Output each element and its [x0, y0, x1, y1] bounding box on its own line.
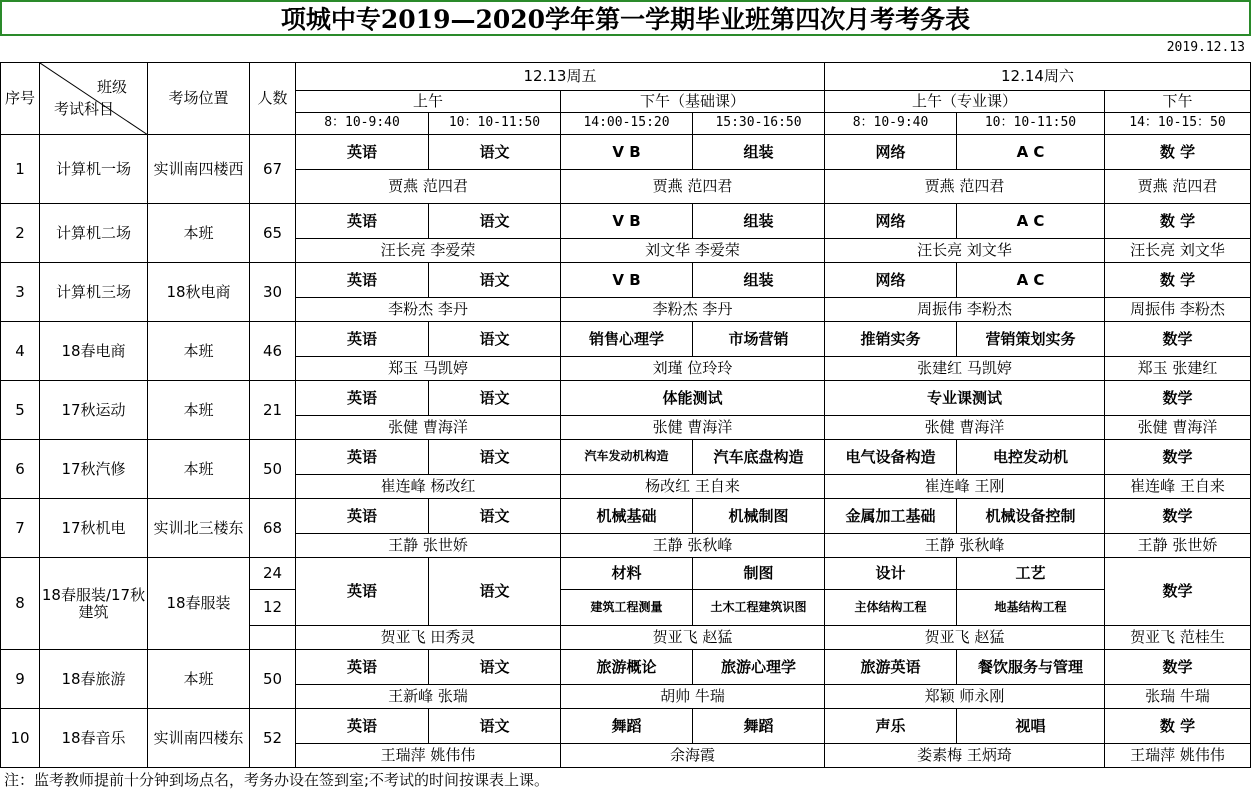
subject-cell: 英语	[296, 650, 429, 685]
subject-cell: 专业课测试	[825, 381, 1105, 416]
proctor-cell: 崔连峰 王自来	[1105, 475, 1251, 499]
row-location: 18秋电商	[148, 263, 250, 322]
proctor-cell: 贾燕 范四君	[1105, 170, 1251, 204]
proctor-cell: 郑玉 马凯婷	[296, 357, 561, 381]
proctor-cell: 张健 曹海洋	[1105, 416, 1251, 440]
footer-note: 注：监考教师提前十分钟到场点名，考务办设在签到室;不考试的时间按课表上课。	[4, 771, 550, 789]
row-count: 52	[250, 709, 296, 768]
row-count-a: 24	[250, 558, 296, 590]
row-location: 实训南四楼西	[148, 135, 250, 204]
subject-cell: 网络	[825, 204, 957, 239]
subject-cell: 英语	[296, 381, 429, 416]
proctor-cell: 郑玉 张建红	[1105, 357, 1251, 381]
row-class: 18春音乐	[40, 709, 148, 768]
subject-cell: 制图	[693, 558, 825, 590]
subject-cell: 餐饮服务与管理	[957, 650, 1105, 685]
subject-cell: 数学	[1105, 381, 1251, 416]
diagonal-line	[40, 63, 148, 135]
proctor-cell: 周振伟 李粉杰	[1105, 298, 1251, 322]
subject-cell: 语文	[429, 709, 561, 744]
subject-cell: 金属加工基础	[825, 499, 957, 534]
subject-cell: 英语	[296, 440, 429, 475]
subject-cell: 数学	[1105, 440, 1251, 475]
subject-cell: 网络	[825, 263, 957, 298]
subject-cell: 工艺	[957, 558, 1105, 590]
proctor-cell: 贺亚飞 赵猛	[561, 626, 825, 650]
proctor-cell: 崔连峰 王刚	[825, 475, 1105, 499]
subject-cell: 英语	[296, 499, 429, 534]
proctor-cell: 王静 张世娇	[1105, 534, 1251, 558]
row-class: 18春服装/17秋建筑	[40, 558, 148, 650]
proctor-cell: 王静 张秋峰	[825, 534, 1105, 558]
row-count: 30	[250, 263, 296, 322]
row-count: 65	[250, 204, 296, 263]
proctor-cell: 贺亚飞 田秀灵	[296, 626, 561, 650]
subject-cell: V B	[561, 263, 693, 298]
header-day2: 12.14周六	[825, 63, 1251, 91]
row-class: 18春电商	[40, 322, 148, 381]
row-seq: 3	[1, 263, 40, 322]
row-class: 17秋运动	[40, 381, 148, 440]
subject-cell: 主体结构工程	[825, 590, 957, 626]
row-location: 本班	[148, 204, 250, 263]
row-location: 本班	[148, 381, 250, 440]
proctor-cell: 余海霞	[561, 744, 825, 768]
subject-cell: 机械基础	[561, 499, 693, 534]
time-slot: 14:00-15:20	[561, 113, 693, 135]
subject-cell: 语文	[429, 135, 561, 170]
row-count: 21	[250, 381, 296, 440]
subject-cell: V B	[561, 135, 693, 170]
proctor-cell: 刘文华 李爱荣	[561, 239, 825, 263]
row-seq: 6	[1, 440, 40, 499]
header-subject: 考试科目	[54, 100, 115, 118]
subject-cell: 数 学	[1105, 709, 1251, 744]
row-class: 计算机一场	[40, 135, 148, 204]
row-class: 17秋机电	[40, 499, 148, 558]
row-class: 18春旅游	[40, 650, 148, 709]
proctor-cell: 娄素梅 王炳琦	[825, 744, 1105, 768]
proctor-cell: 贾燕 范四君	[296, 170, 561, 204]
subject-cell: 数学	[1105, 558, 1251, 626]
proctor-cell: 贾燕 范四君	[825, 170, 1105, 204]
row-seq: 4	[1, 322, 40, 381]
proctor-cell: 张建红 马凯婷	[825, 357, 1105, 381]
subject-cell: 英语	[296, 558, 429, 626]
header-day1: 12.13周五	[296, 63, 825, 91]
header-d1-am: 上午	[296, 91, 561, 113]
subject-cell: 声乐	[825, 709, 957, 744]
row-class: 计算机三场	[40, 263, 148, 322]
time-slot: 10：10-11:50	[429, 113, 561, 135]
row-class: 计算机二场	[40, 204, 148, 263]
subject-cell: 机械设备控制	[957, 499, 1105, 534]
proctor-cell: 李粉杰 李丹	[296, 298, 561, 322]
row-location: 18春服装	[148, 558, 250, 650]
empty-cell	[250, 626, 296, 650]
header-d2-pm: 下午	[1105, 91, 1251, 113]
proctor-cell: 汪长亮 刘文华	[1105, 239, 1251, 263]
time-slot: 14：10-15：50	[1105, 113, 1251, 135]
subject-cell: 电气设备构造	[825, 440, 957, 475]
row-seq: 9	[1, 650, 40, 709]
subject-cell: 市场营销	[693, 322, 825, 357]
proctor-cell: 王静 张秋峰	[561, 534, 825, 558]
subject-cell: 语文	[429, 381, 561, 416]
subject-cell: 销售心理学	[561, 322, 693, 357]
subject-cell: 组装	[693, 204, 825, 239]
subject-cell: 数学	[1105, 499, 1251, 534]
proctor-cell: 王静 张世娇	[296, 534, 561, 558]
exam-schedule-table	[0, 62, 1251, 768]
header-d1-pm: 下午（基础课）	[561, 91, 825, 113]
subject-cell: 推销实务	[825, 322, 957, 357]
subject-cell: 材料	[561, 558, 693, 590]
row-count: 67	[250, 135, 296, 204]
subject-cell: 英语	[296, 709, 429, 744]
proctor-cell: 刘瑾 位玲玲	[561, 357, 825, 381]
proctor-cell: 王瑞萍 姚伟伟	[1105, 744, 1251, 768]
document-date: 2019.12.13	[1166, 40, 1245, 55]
subject-cell: 机械制图	[693, 499, 825, 534]
proctor-cell: 王瑞萍 姚伟伟	[296, 744, 561, 768]
subject-cell: 汽车发动机构造	[561, 440, 693, 475]
proctor-cell: 郑颖 师永刚	[825, 685, 1105, 709]
subject-cell: 电控发动机	[957, 440, 1105, 475]
subject-cell: 地基结构工程	[957, 590, 1105, 626]
row-count: 50	[250, 440, 296, 499]
subject-cell: 舞蹈	[693, 709, 825, 744]
subject-cell: 英语	[296, 135, 429, 170]
subject-cell: A C	[957, 204, 1105, 239]
proctor-cell: 贺亚飞 范桂生	[1105, 626, 1251, 650]
header-diagonal	[40, 63, 148, 135]
subject-cell: 网络	[825, 135, 957, 170]
proctor-cell: 王新峰 张瑞	[296, 685, 561, 709]
time-slot: 15:30-16:50	[693, 113, 825, 135]
subject-cell: A C	[957, 263, 1105, 298]
row-seq: 7	[1, 499, 40, 558]
row-location: 实训北三楼东	[148, 499, 250, 558]
row-location: 实训南四楼东	[148, 709, 250, 768]
subject-cell: V B	[561, 204, 693, 239]
subject-cell: 舞蹈	[561, 709, 693, 744]
subject-cell: 建筑工程测量	[561, 590, 693, 626]
subject-cell: 旅游概论	[561, 650, 693, 685]
proctor-cell: 李粉杰 李丹	[561, 298, 825, 322]
subject-cell: 营销策划实务	[957, 322, 1105, 357]
proctor-cell: 汪长亮 李爱荣	[296, 239, 561, 263]
subject-cell: 数 学	[1105, 204, 1251, 239]
subject-cell: 语文	[429, 499, 561, 534]
header-class: 班级	[96, 78, 127, 96]
proctor-cell: 张健 曹海洋	[561, 416, 825, 440]
row-class: 17秋汽修	[40, 440, 148, 499]
subject-cell: 设计	[825, 558, 957, 590]
row-location: 本班	[148, 650, 250, 709]
row-count: 46	[250, 322, 296, 381]
proctor-cell: 张瑞 牛瑞	[1105, 685, 1251, 709]
time-slot: 10：10-11:50	[957, 113, 1105, 135]
proctor-cell: 张健 曹海洋	[825, 416, 1105, 440]
subject-cell: 语文	[429, 558, 561, 626]
subject-cell: 旅游心理学	[693, 650, 825, 685]
header-d2-am: 上午（专业课）	[825, 91, 1105, 113]
proctor-cell: 贾燕 范四君	[561, 170, 825, 204]
row-seq: 1	[1, 135, 40, 204]
time-slot: 8：10-9:40	[296, 113, 429, 135]
proctor-cell: 汪长亮 刘文华	[825, 239, 1105, 263]
subject-cell: 英语	[296, 204, 429, 239]
proctor-cell: 贺亚飞 赵猛	[825, 626, 1105, 650]
proctor-cell: 崔连峰 杨改红	[296, 475, 561, 499]
header-location: 考场位置	[148, 63, 250, 135]
subject-cell: 数学	[1105, 650, 1251, 685]
row-count-b: 12	[250, 590, 296, 626]
subject-cell: 语文	[429, 263, 561, 298]
row-location: 本班	[148, 440, 250, 499]
subject-cell: 英语	[296, 322, 429, 357]
row-count: 50	[250, 650, 296, 709]
subject-cell: 语文	[429, 204, 561, 239]
subject-cell: 土木工程建筑识图	[693, 590, 825, 626]
row-seq: 8	[1, 558, 40, 650]
subject-cell: A C	[957, 135, 1105, 170]
subject-cell: 组装	[693, 263, 825, 298]
proctor-cell: 胡帅 牛瑞	[561, 685, 825, 709]
subject-cell: 汽车底盘构造	[693, 440, 825, 475]
row-seq: 10	[1, 709, 40, 768]
subject-cell: 旅游英语	[825, 650, 957, 685]
proctor-cell: 周振伟 李粉杰	[825, 298, 1105, 322]
proctor-cell: 张健 曹海洋	[296, 416, 561, 440]
subject-cell: 体能测试	[561, 381, 825, 416]
subject-cell: 数 学	[1105, 263, 1251, 298]
subject-cell: 英语	[296, 263, 429, 298]
header-count: 人数	[250, 63, 296, 135]
subject-cell: 视唱	[957, 709, 1105, 744]
row-location: 本班	[148, 322, 250, 381]
subject-cell: 语文	[429, 440, 561, 475]
page-title: 项城中专2019—2020学年第一学期毕业班第四次月考考务表	[0, 0, 1251, 36]
subject-cell: 数 学	[1105, 135, 1251, 170]
time-slot: 8：10-9:40	[825, 113, 957, 135]
subject-cell: 语文	[429, 322, 561, 357]
subject-cell: 数学	[1105, 322, 1251, 357]
proctor-cell: 杨改红 王自来	[561, 475, 825, 499]
row-seq: 2	[1, 204, 40, 263]
subject-cell: 组装	[693, 135, 825, 170]
row-seq: 5	[1, 381, 40, 440]
header-seq: 序号	[1, 63, 40, 135]
row-count: 68	[250, 499, 296, 558]
subject-cell: 语文	[429, 650, 561, 685]
